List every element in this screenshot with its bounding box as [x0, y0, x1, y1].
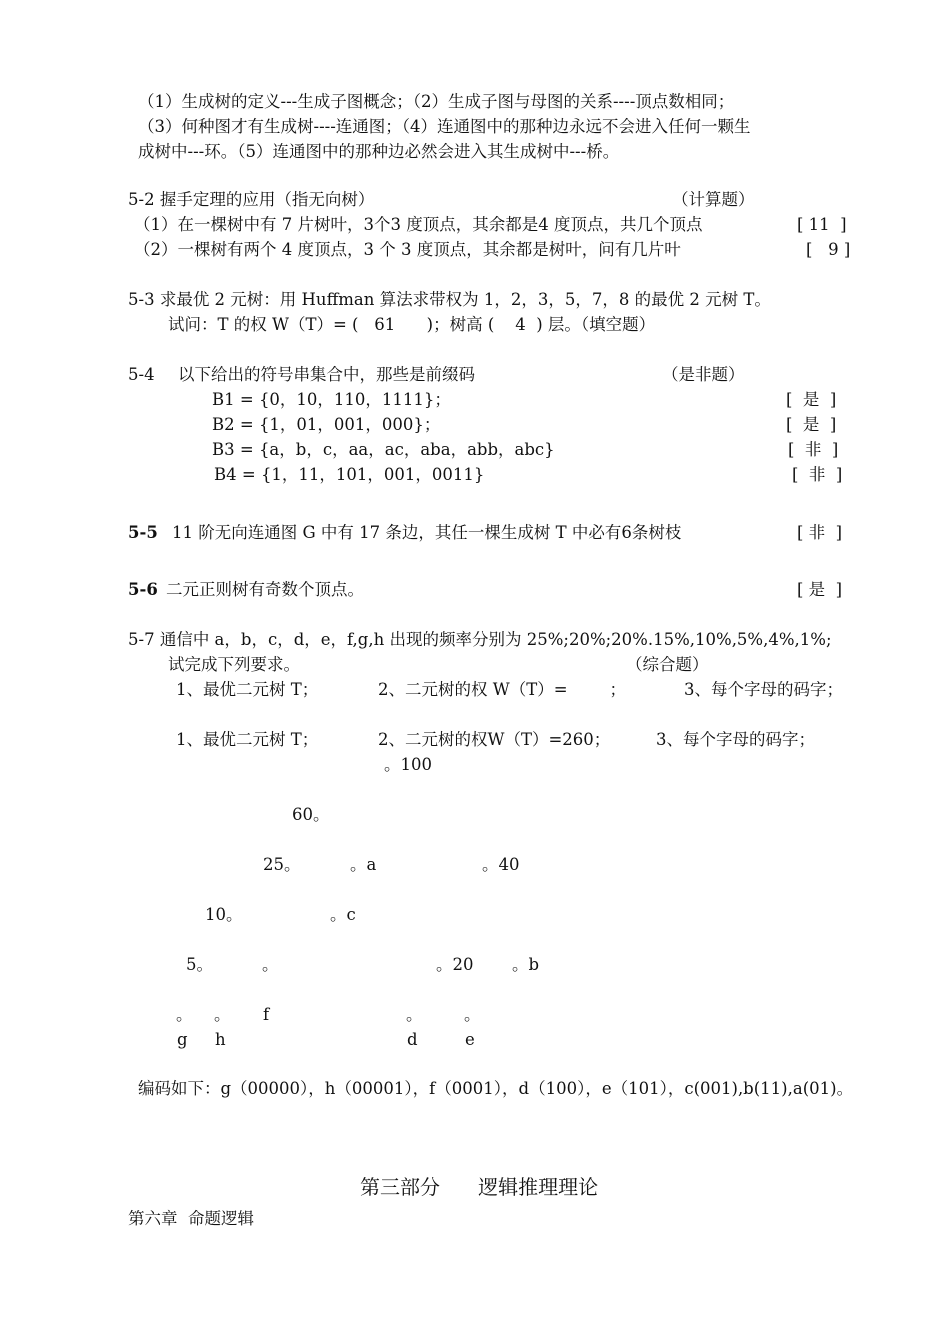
tree-node-25: 25。 [263, 855, 301, 874]
tree-leaf-b: 。b [512, 955, 540, 974]
q5-7-answer-1: 1、最优二元树 T； [176, 730, 319, 749]
q5-4-heading: 以下给出的符号串集合中，那些是前缀码 [178, 365, 475, 384]
q5-7-line-1: 5-7 通信中 a，b，c，d，e，f,g,h 出现的频率分别为 25%;20%;20%.15%,10%,5%,4%,1%; [128, 630, 832, 649]
q5-7-requirement-2: 2、二元树的权 W（T）= ； [378, 680, 626, 699]
part-title: 第三部分 逻辑推理理论 [360, 1175, 599, 1199]
tree-leaf-c: 。c [330, 905, 356, 924]
q5-7-type: （综合题） [626, 655, 709, 674]
tree-label-g: g [177, 1030, 188, 1049]
tree-node-100: 。100 [384, 755, 432, 774]
q5-2-answer-2: [ 9 ] [806, 240, 851, 259]
q5-7-requirement-1: 1、最优二元树 T； [176, 680, 319, 699]
tree-node-40: 。40 [482, 855, 520, 874]
q5-2-question-1: （1）在一棵树中有 7 片树叶，3个3 度顶点，其余都是4 度顶点，共几个顶点 [134, 215, 703, 234]
q5-7-answer-2: 2、二元树的权W（T）=260； [378, 730, 611, 749]
encoding-result: 编码如下：g（00000），h（00001），f（0001），d（100），e（101），c(001),b(11),a(01)。 [138, 1079, 854, 1098]
q5-6-number: 5-6 [128, 580, 158, 599]
q5-5-number: 5-5 [128, 523, 158, 542]
q5-4-answer-b4: [ 非 ] [792, 465, 843, 484]
q5-7-line-2: 试完成下列要求。 [168, 655, 300, 674]
tree-leaf-e-dot: 。 [464, 1005, 481, 1024]
q5-4-item-b4: B4 = {1，11，101，001，0011} [214, 465, 485, 484]
tree-label-d: d [407, 1030, 418, 1049]
q5-6-answer: [ 是 ] [797, 580, 843, 599]
tree-node-20: 。20 [436, 955, 474, 974]
intro-line-2: （3）何种图才有生成树----连通图；（4）连通图中的那种边永远不会进入任何一颗生 [138, 117, 751, 136]
q5-2-heading: 5-2 握手定理的应用（指无向树） [128, 190, 375, 209]
q5-4-answer-b2: [ 是 ] [786, 415, 837, 434]
tree-leaf-g-dot: 。 [176, 1005, 193, 1024]
tree-leaf-d-dot: 。 [406, 1005, 423, 1024]
q5-7-answer-3: 3、每个字母的码字； [656, 730, 815, 749]
q5-6-text: 二元正则树有奇数个顶点。 [166, 580, 364, 599]
q5-4-type: （是非题） [662, 365, 745, 384]
tree-label-h: h [215, 1030, 226, 1049]
q5-4-answer-b1: [ 是 ] [786, 390, 837, 409]
q5-3-line-2: 试问：T 的权 W（T）= ( 61 )；树高 ( 4 ) 层。（填空题） [168, 315, 656, 334]
tree-node-60: 60。 [292, 805, 330, 824]
q5-7-requirement-3: 3、每个字母的码字； [684, 680, 843, 699]
tree-label-e: e [465, 1030, 475, 1049]
q5-4-item-b3: B3 = {a，b，c，aa，ac，aba，abb，abc} [212, 440, 555, 459]
tree-node-5: 5。 [186, 955, 213, 974]
intro-line-3: 成树中---环。（5）连通图中的那种边必然会进入其生成树中---桥。 [138, 142, 620, 161]
tree-node-10: 10。 [205, 905, 243, 924]
q5-4-item-b1: B1 = {0，10，110，1111}； [212, 390, 451, 409]
tree-leaf-f: f [263, 1005, 270, 1024]
tree-leaf-a: 。a [350, 855, 377, 874]
q5-4-answer-b3: [ 非 ] [788, 440, 839, 459]
intro-line-1: （1）生成树的定义---生成子图概念；（2）生成子图与母图的关系----顶点数相同； [138, 92, 735, 111]
q5-2-question-2: （2）一棵树有两个 4 度顶点，3 个 3 度顶点，其余都是树叶，问有几片叶 [134, 240, 681, 259]
q5-4-item-b2: B2 = {1，01，001，000}； [212, 415, 441, 434]
q5-5-text: 11 阶无向连通图 G 中有 17 条边，其任一棵生成树 T 中必有6条树枝 [172, 523, 682, 542]
q5-5-answer: [ 非 ] [797, 523, 843, 542]
tree-leaf-h-dot: 。 [214, 1005, 231, 1024]
q5-4-number: 5-4 [128, 365, 155, 384]
chapter-title: 第六章 命题逻辑 [128, 1209, 254, 1228]
q5-3-line-1: 5-3 求最优 2 元树：用 Huffman 算法求带权为 1，2，3，5，7，8 的最优 2 元树 T。 [128, 290, 771, 309]
q5-2-answer-1: [ 11 ] [797, 215, 847, 234]
tree-node-unlabeled: 。 [262, 955, 279, 974]
q5-2-type: （计算题） [672, 190, 755, 209]
